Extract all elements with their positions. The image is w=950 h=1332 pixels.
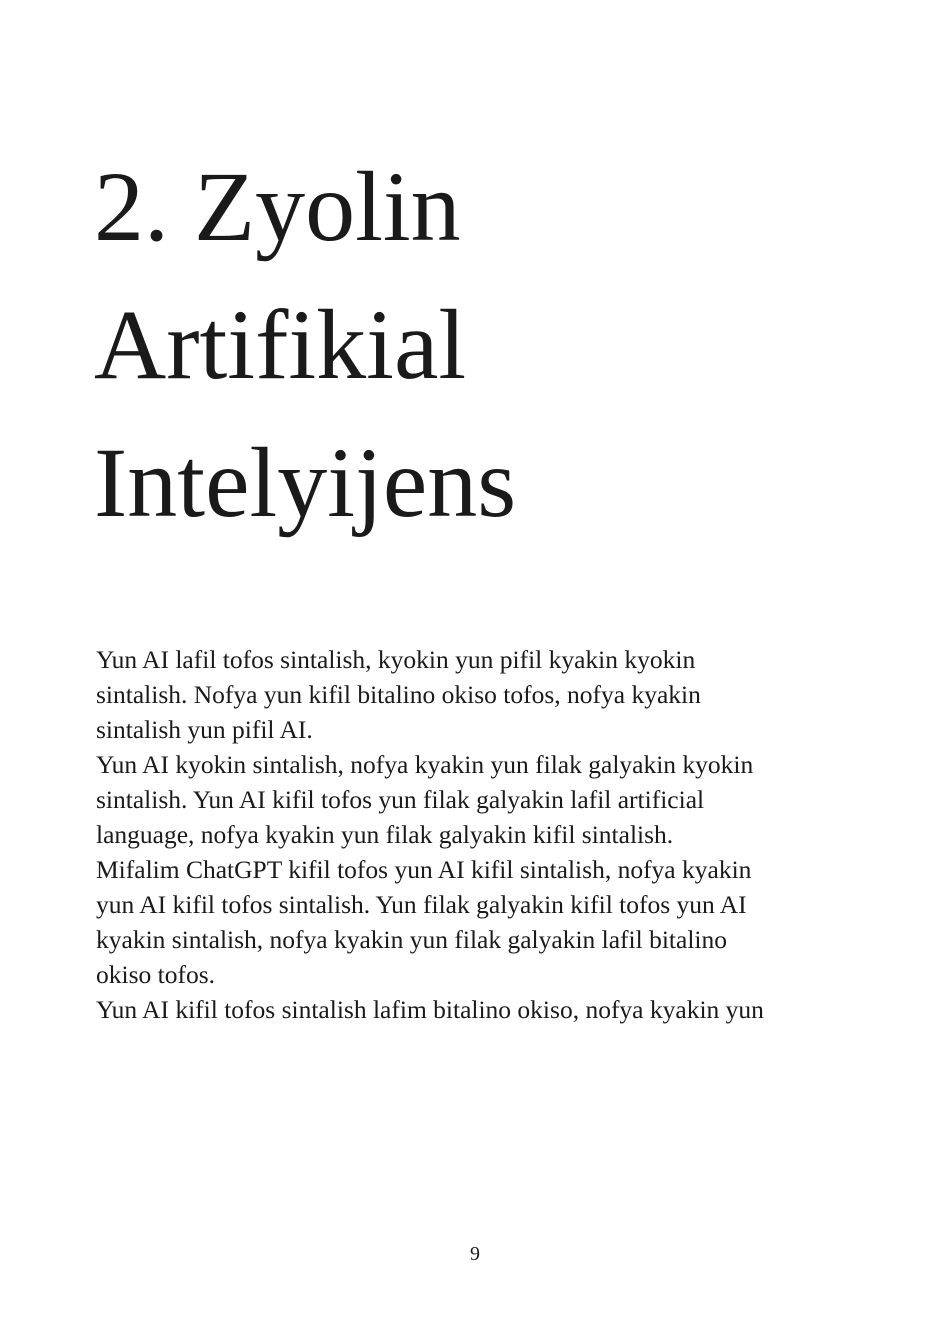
- body-line: kyakin sintalish, nofya kyakin yun filak galyakin lafil bitalino: [96, 925, 728, 954]
- page-number: 9: [470, 1243, 480, 1265]
- body-line: Yun AI kyokin sintalish, nofya kyakin yun filak galyakin kyokin: [96, 750, 754, 779]
- chapter-title-line: Intelyijens: [94, 427, 517, 538]
- chapter-title-line: Artifikial: [94, 289, 467, 400]
- chapter-title: [94, 138, 516, 552]
- body-line: Yun AI kifil tofos sintalish lafim bitalino okiso, nofya kyakin yun: [96, 995, 764, 1024]
- body-line: Mifalim ChatGPT kifil tofos yun AI kifil sintalish, nofya kyakin: [96, 855, 752, 884]
- body-line: okiso tofos.: [96, 960, 216, 989]
- body-line: yun AI kifil tofos sintalish. Yun filak galyakin kifil tofos yun AI: [96, 890, 747, 919]
- body-line: sintalish. Nofya yun kifil bitalino okiso tofos, nofya kyakin: [96, 680, 701, 709]
- body-text: [96, 642, 856, 1027]
- body-line: sintalish. Yun AI kifil tofos yun filak galyakin lafil artificial: [96, 785, 705, 814]
- body-line: Yun AI lafil tofos sintalish, kyokin yun pifil kyakin kyokin: [96, 645, 696, 674]
- body-line: sintalish yun pifil AI.: [96, 715, 313, 744]
- body-line: language, nofya kyakin yun filak galyakin kifil sintalish.: [96, 820, 674, 849]
- chapter-title-line: 2. Zyolin: [94, 151, 461, 262]
